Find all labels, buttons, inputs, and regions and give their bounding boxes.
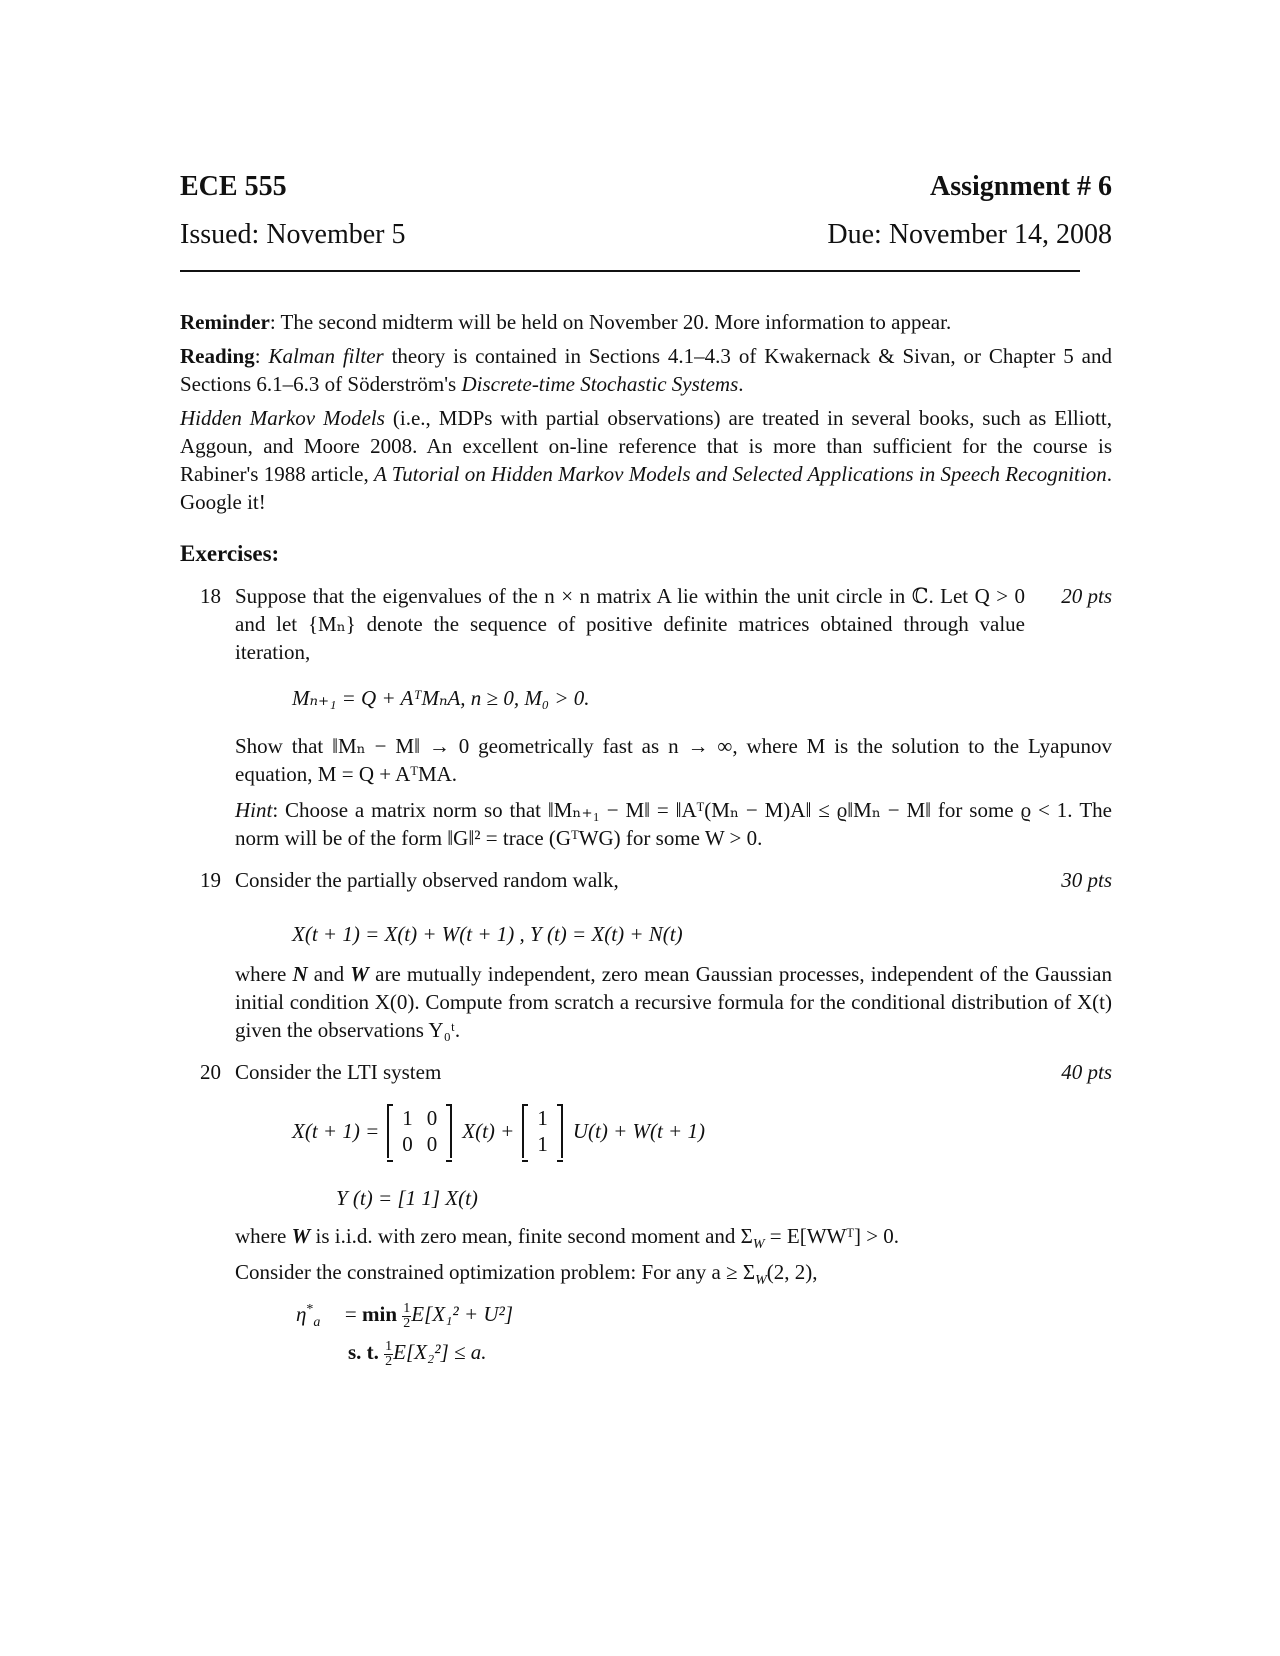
ex20-text-2b: = E[WWᵀ] > 0.: [764, 1224, 900, 1248]
noise-symbol: N: [292, 962, 308, 986]
optimization-objective: [296, 1300, 513, 1331]
hint-label: Hint: [235, 798, 273, 822]
ex19-text-2: and: [307, 962, 351, 986]
half-fraction: [402, 1302, 411, 1331]
exercise-19-description: [235, 960, 1112, 1044]
sigma-subscript: W: [752, 1237, 765, 1253]
reading-text-1: :: [254, 344, 269, 368]
optimization-constraint: [348, 1338, 487, 1369]
exercise-18-hint: [235, 796, 1112, 852]
eta-subscript: a: [313, 1315, 321, 1331]
matrix-a-cell: 0: [426, 1132, 438, 1156]
state-eq-mid: X(t) +: [462, 1119, 515, 1143]
assignment-title: Assignment # 6: [929, 171, 1112, 202]
opt-st: s. t.: [348, 1340, 379, 1364]
matrix-a-cell: 0: [402, 1132, 413, 1156]
reading-paragraph: [180, 342, 1112, 398]
opt-min: min: [362, 1302, 398, 1326]
sigma-subscript-2: W: [755, 1273, 767, 1289]
issued-date: Issued: November 5: [180, 219, 406, 250]
reminder-text: : The second midterm will be held on November 20. More information to appear.: [269, 310, 952, 334]
matrix-b-cell: 1: [537, 1106, 548, 1130]
exercise-20-state-equation: [292, 1100, 705, 1162]
header-rule: [180, 270, 1080, 272]
matrix-b: [522, 1104, 563, 1158]
kalman-filter-ref: Kalman filter: [268, 344, 384, 368]
opt-equals: =: [344, 1302, 357, 1326]
exercises-heading: Exercises:: [180, 541, 280, 566]
matrix-a: [387, 1104, 452, 1158]
rabiner-article: A Tutorial on Hidden Markov Models and Selected Applications in Speech Recognition: [374, 462, 1107, 486]
exercise-20-text: Consider the LTI system: [235, 1060, 442, 1084]
hmm-text-2: . Google it!: [180, 462, 1112, 514]
exercise-20-number: 20: [200, 1060, 221, 1084]
book-title: Discrete-time Stochastic Systems: [461, 372, 739, 396]
exercise-18-equation: Mₙ₊₁ = Q + AᵀMₙA, n ≥ 0, M₀ > 0.: [292, 686, 590, 710]
frac-den: 2: [403, 1315, 411, 1331]
ex20-text-1: where: [235, 1224, 292, 1248]
exercise-19-number: 19: [200, 868, 221, 892]
ex19-text-1: where: [235, 962, 293, 986]
eta-symbol: η: [296, 1302, 307, 1326]
exercise-18-number: 18: [200, 584, 221, 608]
half-fraction-2: [384, 1340, 393, 1369]
frac-num: 1: [403, 1300, 411, 1316]
w-symbol: W: [291, 1224, 311, 1248]
eta-star: *: [306, 1302, 314, 1317]
disturbance-symbol: W: [350, 962, 369, 986]
exercise-20-problem-intro: [235, 1258, 1112, 1289]
matrix-a-cell: 0: [426, 1106, 438, 1130]
exercise-20-noise-description: [235, 1222, 1112, 1253]
exercise-18-show: Show that ‖Mₙ − M‖ → 0 geometrically fast as n → ∞, where M is the solution to the Lyapunov equation, M = Q + AᵀMA.: [235, 734, 1112, 786]
frac-num-2: 1: [385, 1338, 393, 1354]
matrix-a-cell: 1: [402, 1106, 413, 1130]
reminder-paragraph: [180, 308, 1112, 336]
due-date: Due: November 14, 2008: [827, 219, 1112, 250]
ex20-text-3b: (2, 2),: [766, 1260, 818, 1284]
ex20-text-2: is i.i.d. with zero mean, finite second moment and Σ: [310, 1224, 753, 1248]
hint-text: : Choose a matrix norm so that ‖Mₙ₊₁ − M‖ = ‖Aᵀ(Mₙ − M)A‖ ≤ ϱ‖Mₙ − M‖ for some ϱ < 1. The norm will be of the form ‖G‖² = trace (GᵀWG) for some W > 0.: [235, 798, 1112, 850]
exercise-19-equation: X(t + 1) = X(t) + W(t + 1) , Y (t) = X(t) + N(t): [292, 922, 683, 946]
reading-text-2: theory is contained in Sections 4.1–4.3 of Kwakernack & Sivan, or Chapter 5 and Sections 6.1–6.3 of Söderström's: [180, 344, 1112, 396]
reading-text-3: .: [738, 372, 744, 396]
reading-label: Reading: [180, 344, 255, 368]
exercise-20-output-equation: Y (t) = [1 1] X(t): [336, 1186, 478, 1210]
exercise-18-text: Suppose that the eigenvalues of the n × n matrix A lie within the unit circle in ℂ. Let Q > 0 and let {Mₙ} denote the sequence of positive definite matrices obtained through value iteration,: [235, 584, 1025, 664]
hmm-title: Hidden Markov Models: [180, 406, 385, 430]
exercise-19-text: Consider the partially observed random walk,: [235, 868, 619, 892]
reminder-label: Reminder: [180, 310, 270, 334]
opt-objective: E[X₁² + U²]: [411, 1302, 514, 1326]
course-title: ECE 555: [180, 171, 287, 202]
exercise-18-points: 20 pts: [1061, 584, 1112, 608]
exercise-20-points: 40 pts: [1061, 1060, 1112, 1084]
exercise-19-points: 30 pts: [1061, 868, 1112, 892]
matrix-b-cell: 1: [537, 1132, 548, 1156]
frac-den-2: 2: [385, 1353, 393, 1369]
hmm-paragraph: [180, 404, 1112, 516]
state-eq-rhs: U(t) + W(t + 1): [572, 1119, 705, 1143]
opt-constraint: E[X₂²] ≤ a.: [393, 1340, 487, 1364]
hmm-text-1: (i.e., MDPs with partial observations) are treated in several books, such as Elliott, Aggoun, and Moore 2008. An excellent on-line reference that is more than sufficient for the course is Rabiner's 1988 article,: [180, 406, 1112, 486]
ex19-text-3: are mutually independent, zero mean Gaussian processes, independent of the Gaussian initial condition X(0). Compute from scratch a recursive formula for the conditional distribution of X(t) given the observations Y₀ᵗ.: [235, 962, 1112, 1042]
ex20-text-3: Consider the constrained optimization problem: For any a ≥ Σ: [235, 1260, 756, 1284]
state-eq-lhs: X(t + 1) =: [292, 1119, 380, 1143]
